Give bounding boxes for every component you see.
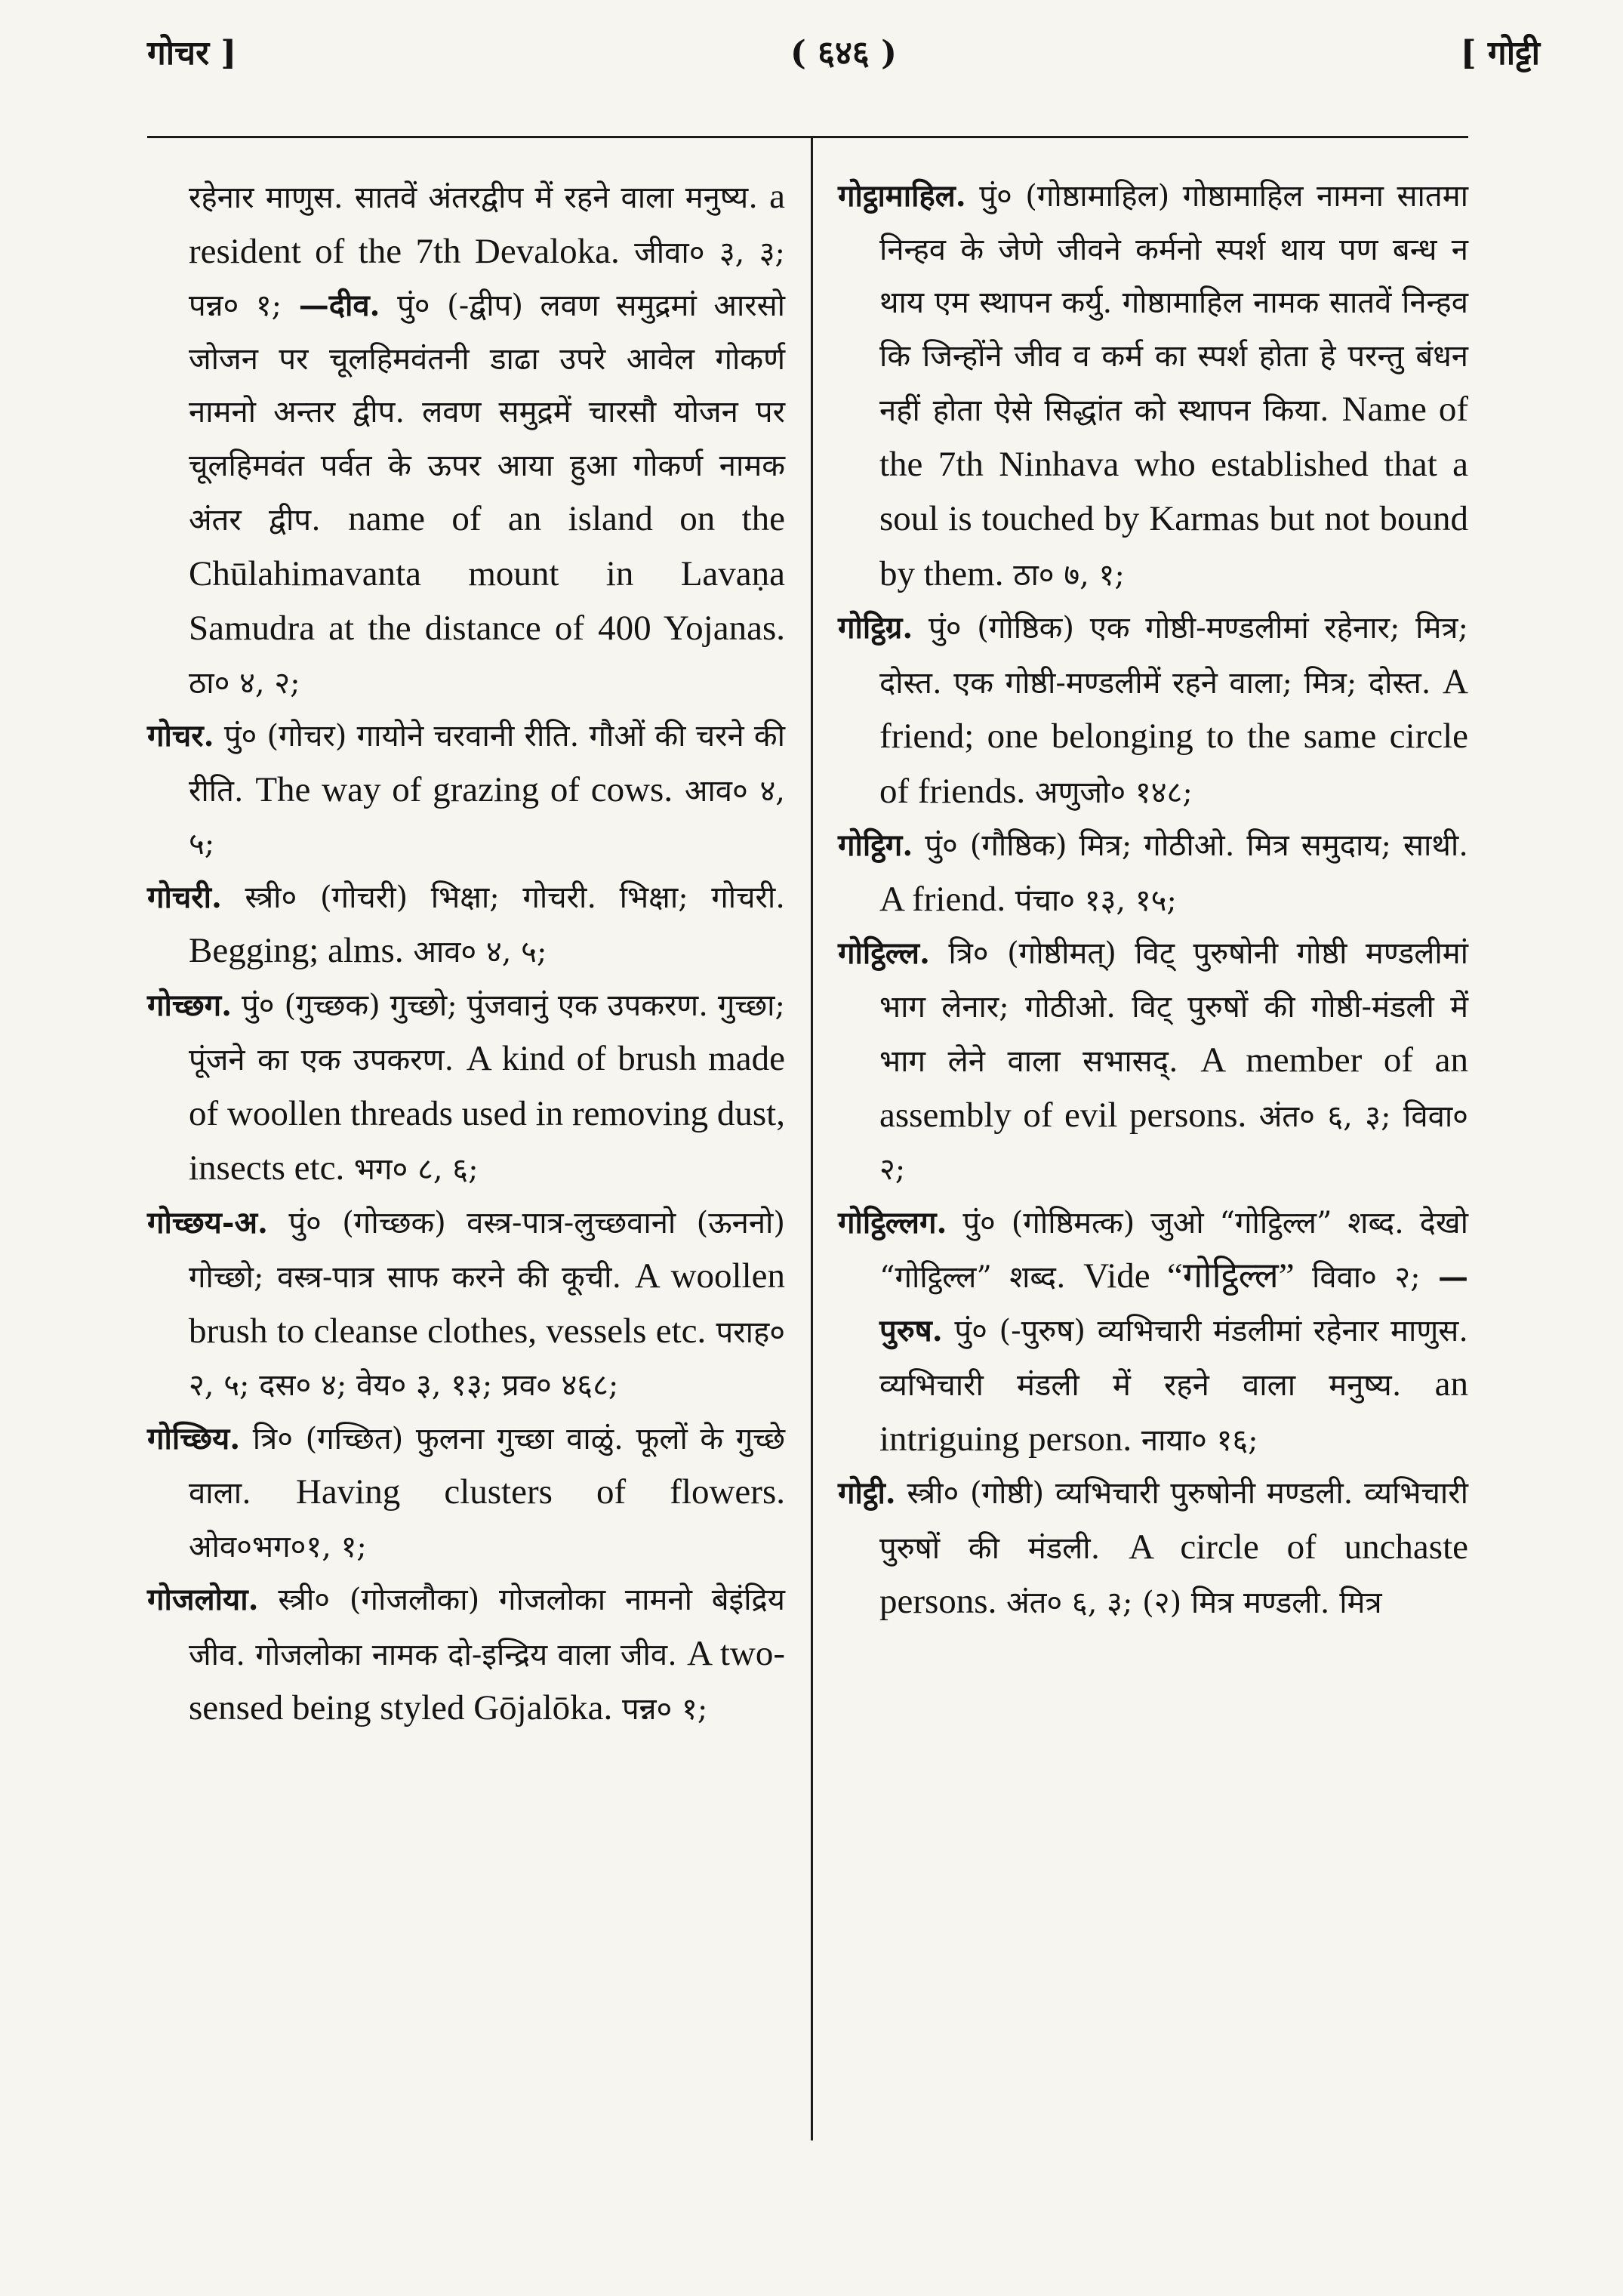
entry-english: A woollen brush to cleanse clothes, vessels etc. (189, 1256, 785, 1351)
entry-english: Name of the 7th Ninhava who established that a soul is touched by Karmas but not bound by them. (879, 390, 1468, 593)
page-header (147, 29, 1540, 89)
entry-text: पुं० (गोचर) गायोने चरवानी रीति. गौओं की चरने की रीति. (189, 719, 786, 809)
entry-headword: गोट्ठामाहिल. (838, 178, 966, 214)
dictionary-entry (838, 1467, 1468, 1630)
entry-refs: अणुजो० १४८; (1034, 775, 1193, 810)
entry-text: पुं० (-पुरुष) व्यभिचारी मंडलीमां रहेनार माणुस. व्यभिचारी मंडली में रहने वाला मनुष्य. (879, 1313, 1468, 1403)
entry-text: पुं० (गोष्ठिक) एक गोष्ठी-मण्डलीमां रहेनार; मित्र; दोस्त. एक गोष्ठी-मण्डलीमें रहने वाला; मित्र; दोस्त. (879, 611, 1468, 701)
entry-headword: गोजलोया. (147, 1582, 259, 1617)
dictionary-entry (147, 871, 785, 979)
entry-text: पुं० (गौष्ठिक) मित्र; गोठीओ. मित्र समुदाय; साथी. (925, 828, 1469, 863)
entry-english: The way of grazing of cows. (255, 769, 673, 809)
dictionary-entry (147, 1573, 785, 1737)
entry-english: a resident of the 7th Devaloka. (189, 177, 785, 271)
entry-english: Vide “गोट्ठिल्ल” (1083, 1256, 1295, 1296)
dictionary-entry (838, 170, 1468, 602)
entry-refs: ठा० ७, १; (1013, 557, 1125, 593)
dictionary-entry (838, 927, 1468, 1197)
entry-text: रहेनार माणुस. सातवें अंतरद्वीप में रहने वाला मनुष्य. (189, 180, 758, 215)
entry-english: A member of an assembly of evil persons. (879, 1040, 1468, 1135)
left-column (147, 170, 785, 1737)
dictionary-entry (838, 602, 1468, 819)
entry-refs: अंत० ६, ३; विवा० २; (879, 1099, 1468, 1187)
entry-text: त्रि० (गोष्ठीमत्) विट् पुरुषोनी गोष्ठी मण्डलीमां भाग लेनार; गोठीओ. विट् पुरुषों की गोष्ठी-मंडली में भाग लेने वाला सभासद्. (879, 936, 1468, 1079)
entry-refs: आव० ४, ५; (413, 935, 547, 969)
entry-headword: —पुरुष. (879, 1259, 1468, 1348)
entry-headword: गोच्छय-अ. (147, 1204, 268, 1240)
header-right-guideword: [ गोट्टी (1460, 34, 1540, 72)
entry-text: पुं० (गुच्छक) गुच्छो; पुंजवानुं एक उपकरण. गुच्छा; पूंजने का एक उपकरण. (189, 988, 785, 1077)
entry-english: Begging; alms. (189, 931, 404, 970)
entry-text: त्रि० (गच्छित) फुलना गुच्छा वाळुं. फूलों के गुच्छे वाला. (189, 1421, 786, 1511)
entry-text: स्त्री० (गोष्ठी) व्यभिचारी पुरुषोनी मण्डली. व्यभिचारी पुरुषों की मंडली. (879, 1476, 1468, 1566)
entry-refs: जीवा० ३, ३; पन्न० १; (189, 235, 785, 323)
page-number: ( ६४६ ) (790, 34, 897, 72)
entry-refs: भग० ८, ६; (353, 1152, 479, 1187)
entry-text: पुं० (गोष्ठामाहिल) गोष्ठामाहिल नामना सातमा निन्हव के जेणे जीवने कर्मनो स्पर्श थाय पण बन्ध न थाय एम स्थापन कर्यु. गोष्ठामाहिल नामक सातवें निन्हव कि जिन्होंने जीव व कर्म का स्पर्श होता हे परन्तु बंधन नहीं होता ऐसे सिद्धांत को स्थापन किया. (879, 179, 1468, 428)
entry-english: name of an island on the Chūlahimavanta mount in Lavaṇa Samudra at the distance of 400 Yojanas. (189, 499, 786, 648)
column-divider (811, 136, 813, 2140)
entry-english: A two-sensed being styled Gōjalōka. (189, 1633, 785, 1727)
dictionary-entry (147, 170, 785, 710)
entry-text: स्त्री० (गोचरी) भिक्षा; गोचरी. भिक्षा; गोचरी. (245, 880, 785, 915)
entry-refs: अंत० ६, ३; (२) मित्र मण्डली. मित्र (1006, 1586, 1382, 1620)
dictionary-entry (147, 1197, 785, 1413)
entry-english: A circle of unchaste persons. (879, 1527, 1468, 1621)
dictionary-entry (147, 979, 785, 1197)
entry-headword: गोचर. (147, 718, 214, 754)
entry-english: an intriguing person. (879, 1364, 1469, 1459)
entry-refs: ओव०भग०१, १; (189, 1529, 367, 1564)
entry-text: पुं० (-द्वीप) लवण समुद्रमां आरसो जोजन पर चूलहिमवंतनी डाढा उपरे आवेल गोकर्ण नामनो अन्तर द्वीप. लवण समुद्रमें चारसौ योजन पर चूलहिमवंत पर्वत के ऊपर आया हुआ गोकर्ण नामक अंतर द्वीप. (189, 288, 786, 538)
dictionary-entry (147, 710, 785, 871)
dictionary-entry (838, 1197, 1468, 1468)
header-left-guideword: गोचर ] (147, 34, 237, 72)
entry-english: A friend; one belonging to the same circle of friends. (879, 661, 1468, 811)
entry-headword: गोट्ठिग्र. (838, 610, 913, 646)
entry-headword: गोचरी. (147, 879, 222, 915)
entry-refs: पंचा० १३, १५; (1015, 883, 1177, 918)
entry-refs: नाया० १६; (1141, 1422, 1258, 1458)
entry-headword: —दीव. (298, 288, 380, 323)
entry-refs: पन्न० १; (622, 1692, 708, 1727)
entry-text: पुं० (गोच्छक) वस्त्र-पात्र-लुच्छवानो (ऊननो) गोच्छो; वस्त्र-पात्र साफ करने की कूची. (189, 1205, 785, 1295)
entry-english: Having clusters of flowers. (295, 1472, 785, 1512)
entry-headword: गोट्ठी. (838, 1475, 896, 1511)
entry-headword: गोट्ठिल्ल. (838, 935, 930, 971)
entry-refs: विवा० २; (1311, 1260, 1421, 1295)
entry-refs: आव० ४, ५; (189, 773, 786, 861)
entry-text: स्त्री० (गोजलौका) गोजलोका नामनो बेइंद्रिय जीव. गोजलोका नामक दो-इन्द्रिय वाला जीव. (189, 1583, 785, 1672)
dictionary-entry (147, 1413, 785, 1574)
entry-text: पुं० (गोष्ठिमत्क) जुओ “गोट्ठिल्ल” शब्द. देखो “गोट्ठिल्ल” शब्द. (879, 1205, 1468, 1295)
entry-headword: गोट्ठिग. (838, 827, 913, 863)
entry-english: A friend. (879, 879, 1006, 919)
entry-headword: गोच्छिय. (147, 1420, 241, 1456)
header-rule (147, 136, 1468, 138)
entry-headword: गोच्छग. (147, 987, 233, 1023)
dictionary-entry (838, 819, 1468, 927)
entry-refs: पराह० २, ५; दस० ४; वेय० ३, १३; प्रव० ४६८; (189, 1314, 785, 1403)
entry-refs: ठा० ४, २; (189, 665, 300, 701)
right-column (838, 170, 1468, 1630)
entry-headword: गोट्ठिल्लग. (838, 1204, 947, 1240)
entry-english: A kind of brush made of woollen threads used in removing dust, insects etc. (189, 1039, 785, 1188)
